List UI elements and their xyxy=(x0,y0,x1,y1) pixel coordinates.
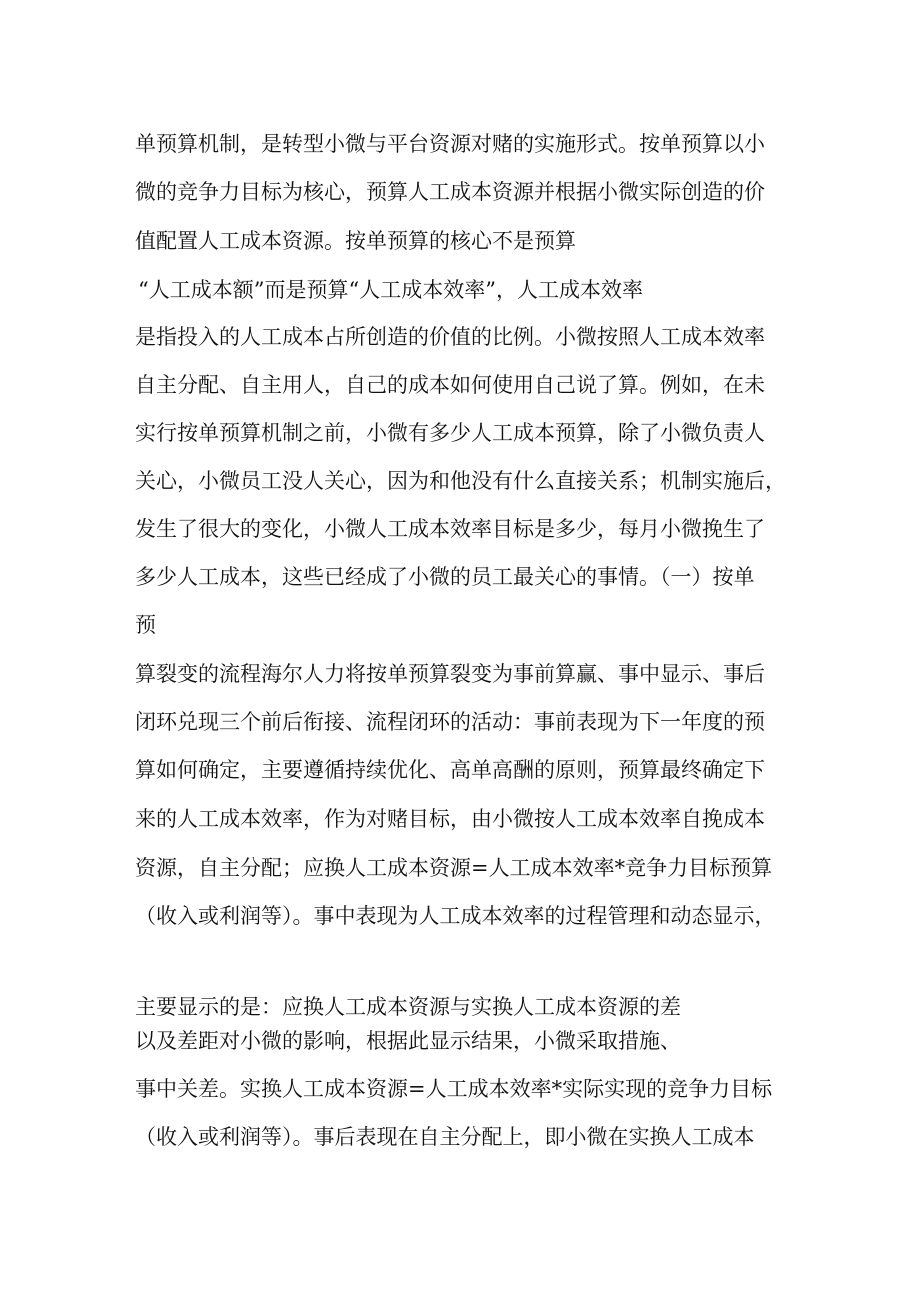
text-line: 资源，自主分配；应换人工成本资源=人工成本效率*竞争力目标预算 xyxy=(135,856,773,880)
text-line: 实行按单预算机制之前，小微有多少人工成本预算，除了小微负责人 xyxy=(135,421,765,445)
text-line: 算裂变的流程海尔人力将按单预算裂变为事前算赢、事中显示、事后 xyxy=(135,662,765,686)
text-line: 是指投入的人工成本占所创造的价值的比例。小微按照人工成本效率 xyxy=(135,325,765,349)
text-line: 来的人工成本效率，作为对赌目标，由小微按人工成本效率自挽成本 xyxy=(135,807,765,831)
text-line: （收入或利润等）。事中表现为人工成本效率的过程管理和动态显示， xyxy=(135,904,776,928)
text-line: 单预算机制，是转型小微与平台资源对赌的实施形式。按单预算以小 xyxy=(135,132,765,156)
text-line: （收入或利润等）。事后表现在自主分配上，即小微在实换人工成本 xyxy=(135,1125,755,1149)
text-line: 预 xyxy=(135,613,156,637)
text-line: 算如何确定，主要遵循持续优化、高单高酬的原则，预算最终确定下 xyxy=(135,758,765,782)
text-line: 值配置人工成本资源。按单预算的核心不是预算 xyxy=(135,229,576,253)
text-line: 主要显示的是：应换人工成本资源与实换人工成本资源的差 xyxy=(135,995,681,1019)
text-line: 事中关差。实换人工成本资源=人工成本效率*实际实现的竞争力目标 xyxy=(135,1077,773,1101)
text-line: 以及差距对小微的影响，根据此显示结果，小微采取措施、 xyxy=(135,1029,681,1053)
text-line: “人工成本额”而是预算“人工成本效率”，人工成本效率 xyxy=(138,278,643,302)
text-line: 闭环兑现三个前后衔接、流程闭环的活动：事前表现为下一年度的预 xyxy=(135,710,765,734)
text-line: 多少人工成本，这些已经成了小微的员工最关心的事情。（一）按单 xyxy=(135,565,755,589)
text-line: 发生了很大的变化，小微人工成本效率目标是多少，每月小微挽生了 xyxy=(135,517,765,541)
text-line: 微的竞争力目标为核心，预算人工成本资源并根据小微实际创造的价 xyxy=(135,180,765,204)
text-line: 关心，小微员工没人关心，因为和他没有什么直接关系；机制实施后， xyxy=(135,469,786,493)
text-line: 自主分配、自主用人，自己的成本如何使用自己说了算。例如，在未 xyxy=(135,373,765,397)
